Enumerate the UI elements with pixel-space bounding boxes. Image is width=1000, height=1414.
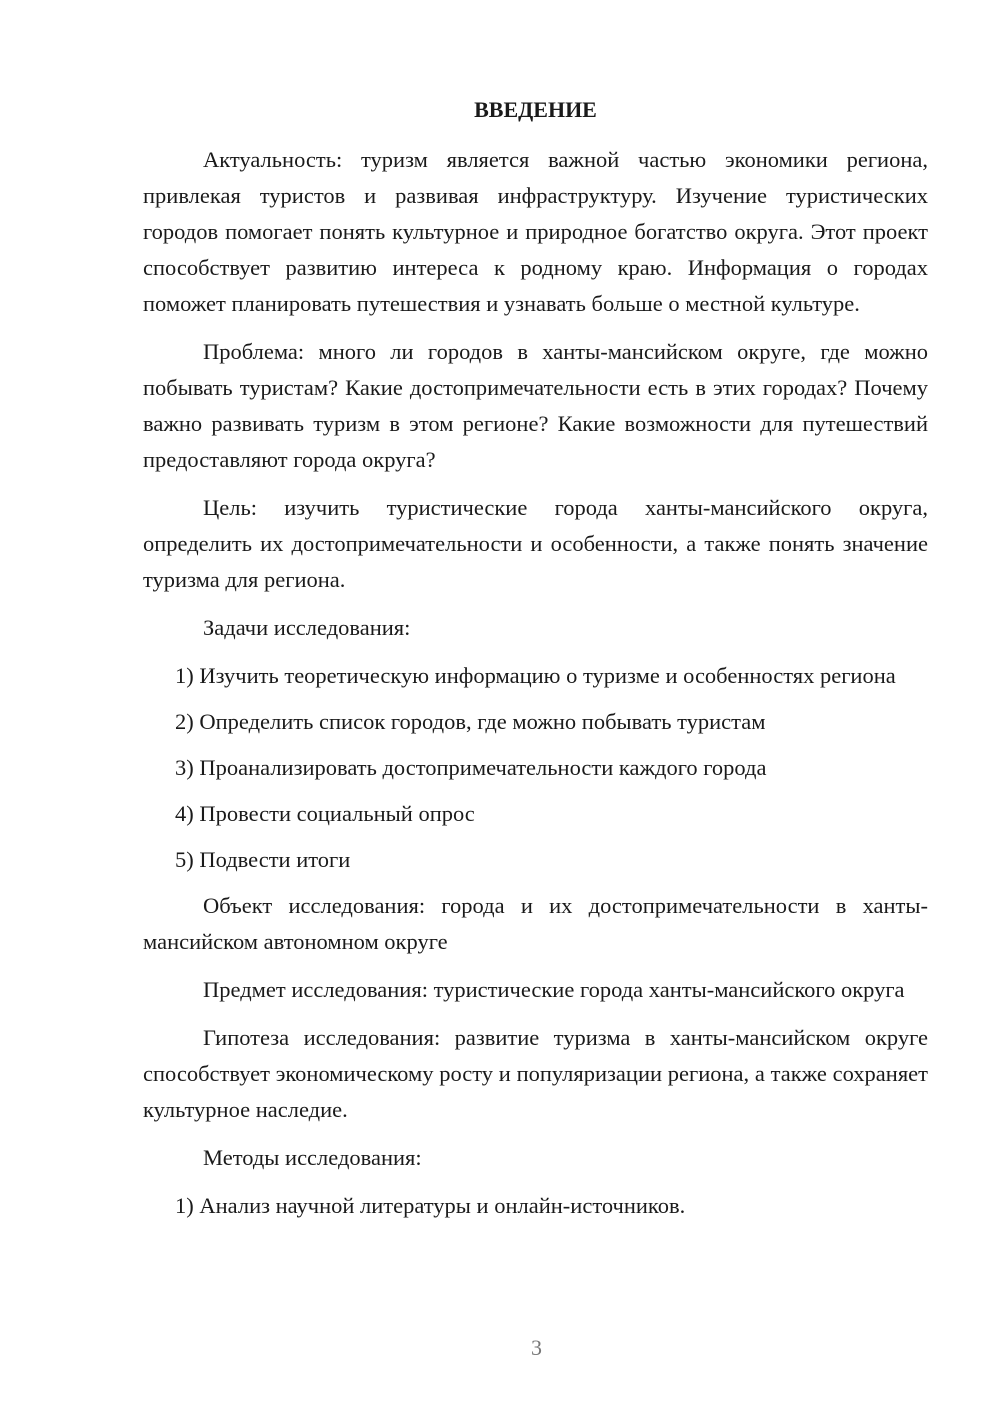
page-number: 3 [531, 1335, 542, 1360]
task-item: 1) Изучить теоретическую информацию о туризме и особенностях региона [175, 663, 896, 688]
document-page [143, 90, 928, 1234]
task-item: 2) Определить список городов, где можно побывать туристам [175, 709, 766, 734]
method-item: 1) Анализ научной литературы и онлайн-источников. [175, 1193, 686, 1218]
task-item: 5) Подвести итоги [175, 847, 351, 872]
task-item: 3) Проанализировать достопримечательности каждого города [175, 755, 767, 780]
problem-paragraph: Проблема: много ли городов в ханты-мансийском округе, где можно побывать туристам? Какие достопримечательности есть в этих городах? Почему важно развивать туризм в этом регионе? Какие возможности для путешествий предоставляют города округа? [143, 339, 928, 472]
goal-paragraph: Цель: изучить туристические города ханты-мансийского округа, определить их достопримечательности и особенности, а также понять значение туризма для региона. [143, 495, 928, 592]
subject-paragraph: Предмет исследования: туристические города ханты-мансийского округа [203, 977, 905, 1002]
relevance-paragraph: Актуальность: туризм является важной частью экономики региона, привлекая туристов и развивая инфраструктуру. Изучение туристических городов помогает понять культурное и природное богатство округа. Этот проект способствует развитию интереса к родному краю. Информация о городах поможет планировать путешествия и узнавать больше о местной культуре. [143, 147, 928, 316]
object-paragraph: Объект исследования: города и их достопримечательности в ханты-мансийском автономном округе [143, 893, 928, 954]
methods-heading: Методы исследования: [203, 1145, 422, 1170]
hypothesis-paragraph: Гипотеза исследования: развитие туризма в ханты-мансийском округе способствует экономическому росту и популяризации региона, а также сохраняет культурное наследие. [143, 1025, 928, 1122]
tasks-heading: Задачи исследования: [203, 615, 411, 640]
section-title: ВВЕДЕНИЕ [474, 97, 597, 122]
task-item: 4) Провести социальный опрос [175, 801, 475, 826]
